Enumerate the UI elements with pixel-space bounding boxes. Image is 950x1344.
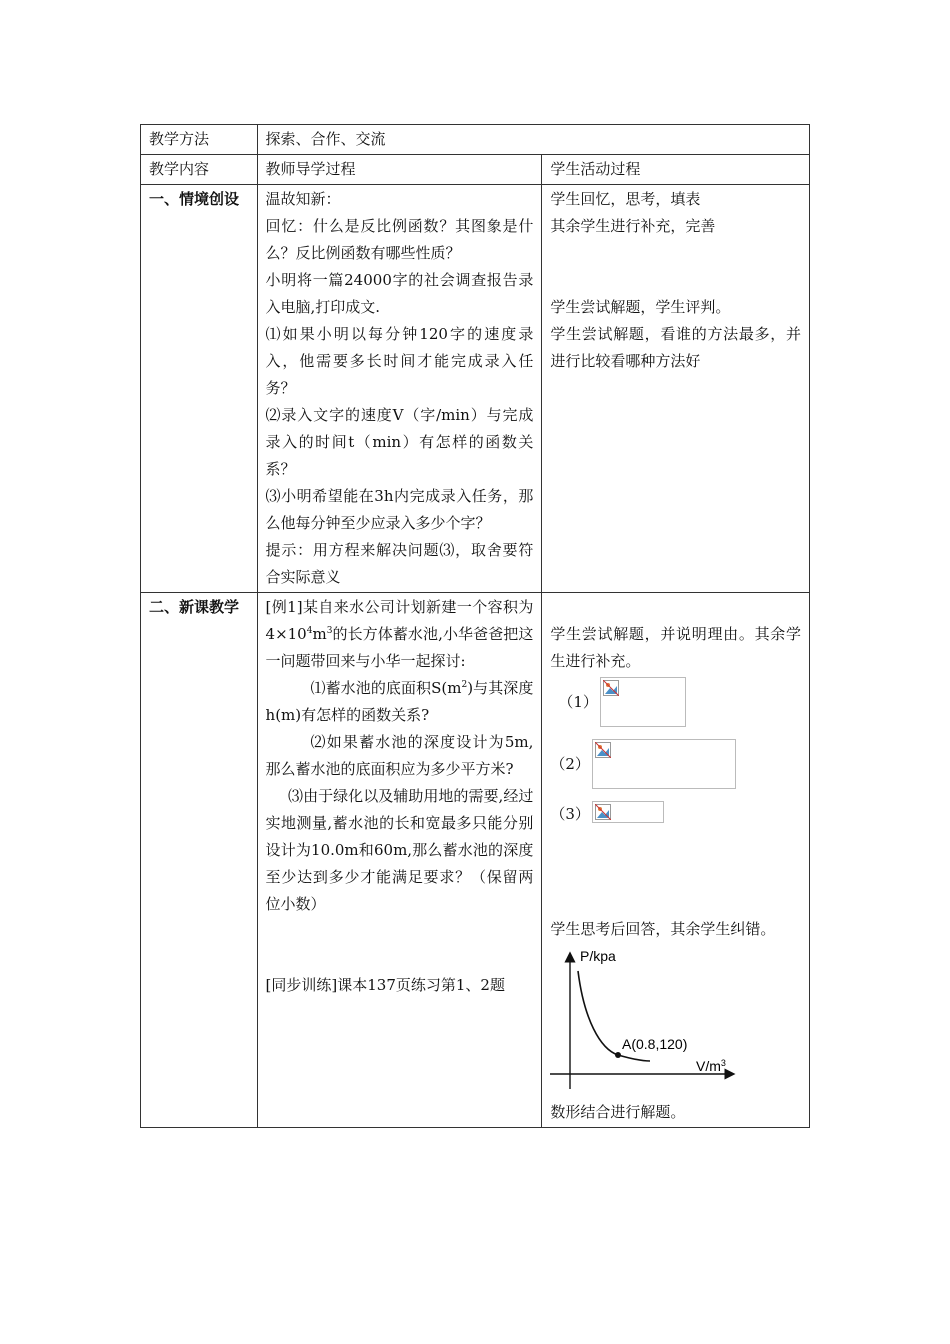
broken-image-icon (600, 677, 686, 727)
example-text: [例1]某自来水公司计划新建一个容积为$4\times 10^4m^3$的长方体蓄水池,小华爸爸把这一问题带回来与小华一起探讨: (265, 598, 534, 670)
section-2-student (542, 593, 810, 1128)
teacher-line: ⑴如果小明以每分钟120字的速度录入，他需要多长时间才能完成录入任务？ (265, 325, 534, 397)
section-1-row (141, 185, 810, 593)
section-1-title: 一、情境创设 (141, 185, 258, 593)
method-row (141, 125, 810, 155)
y-axis-label: P/kpa (580, 949, 617, 964)
teacher-line: 回忆：什么是反比例函数？其图象是什么？反比例函数有哪些性质？ (265, 217, 534, 262)
image-label: （3） (550, 805, 590, 823)
teacher-line: ⑵录入文字的速度V（字/min）与完成录入的时间t（min）有怎样的函数关系？ (265, 406, 534, 478)
student-line: 数形结合进行解题。 (550, 1103, 686, 1121)
broken-image-icon (592, 739, 736, 789)
answer-image-2 (550, 739, 801, 789)
answer-image-3 (550, 801, 801, 828)
point-a (615, 1052, 621, 1058)
section-1-teacher (257, 185, 542, 593)
question-3: ⑶由于绿化以及辅助用地的需要,经过实地测量,蓄水池的长和宽最多只能分别设计为10.0m和60m,那么蓄水池的深度至少达到多少才能满足要求？（保留两位小数） (265, 787, 534, 913)
student-line: 学生尝试解题，学生评判。 (550, 298, 731, 316)
section-2-title: 二、新课教学 (141, 593, 258, 1128)
question-2: ⑵如果蓄水池的深度设计为5m,那么蓄水池的底面积应为多少平方米? (265, 733, 534, 778)
teacher-line: 温故知新： (265, 190, 341, 208)
teacher-line: 提示：用方程来解决问题⑶，取舍要符合实际意义 (265, 541, 534, 586)
question-1: ⑴蓄水池的底面积$S(m^2)$与其深度h(m)有怎样的函数关系? (265, 679, 534, 724)
header-teacher: 教师导学过程 (257, 155, 542, 185)
method-label: 教学方法 (141, 125, 258, 155)
student-line: 学生尝试解题，并说明理由。其余学生进行补充。 (550, 625, 801, 670)
point-a-label: A(0.8,120) (622, 1036, 688, 1052)
teacher-line: 小明将一篇24000字的社会调查报告录入电脑,打印成文. (265, 271, 534, 316)
header-student: 学生活动过程 (542, 155, 810, 185)
teacher-line: ⑶小明希望能在3h内完成录入任务，那么他每分钟至少应录入多少个字？ (265, 487, 534, 532)
method-value: 探索、合作、交流 (257, 125, 809, 155)
student-line: 学生思考后回答，其余学生纠错。 (550, 920, 776, 938)
practice-text: [同步训练]课本137页练习第1、2题 (265, 976, 505, 994)
header-content: 教学内容 (141, 155, 258, 185)
section-1-student (542, 185, 810, 593)
section-2-teacher (257, 593, 542, 1128)
image-label: （2） (550, 755, 590, 773)
student-line: 学生尝试解题，看谁的方法最多，并进行比较看哪种方法好 (550, 325, 801, 370)
broken-image-icon (592, 801, 664, 823)
student-line: 其余学生进行补充，完善 (550, 217, 716, 235)
header-row (141, 155, 810, 185)
lesson-plan-table (140, 124, 810, 1128)
answer-image-1 (558, 677, 801, 727)
section-2-row (141, 593, 810, 1128)
student-line: 学生回忆，思考，填表 (550, 190, 701, 208)
image-label: （1） (558, 693, 598, 711)
x-axis-label: $V/m^3$ (696, 1058, 727, 1074)
inverse-proportion-graph (550, 949, 750, 1099)
